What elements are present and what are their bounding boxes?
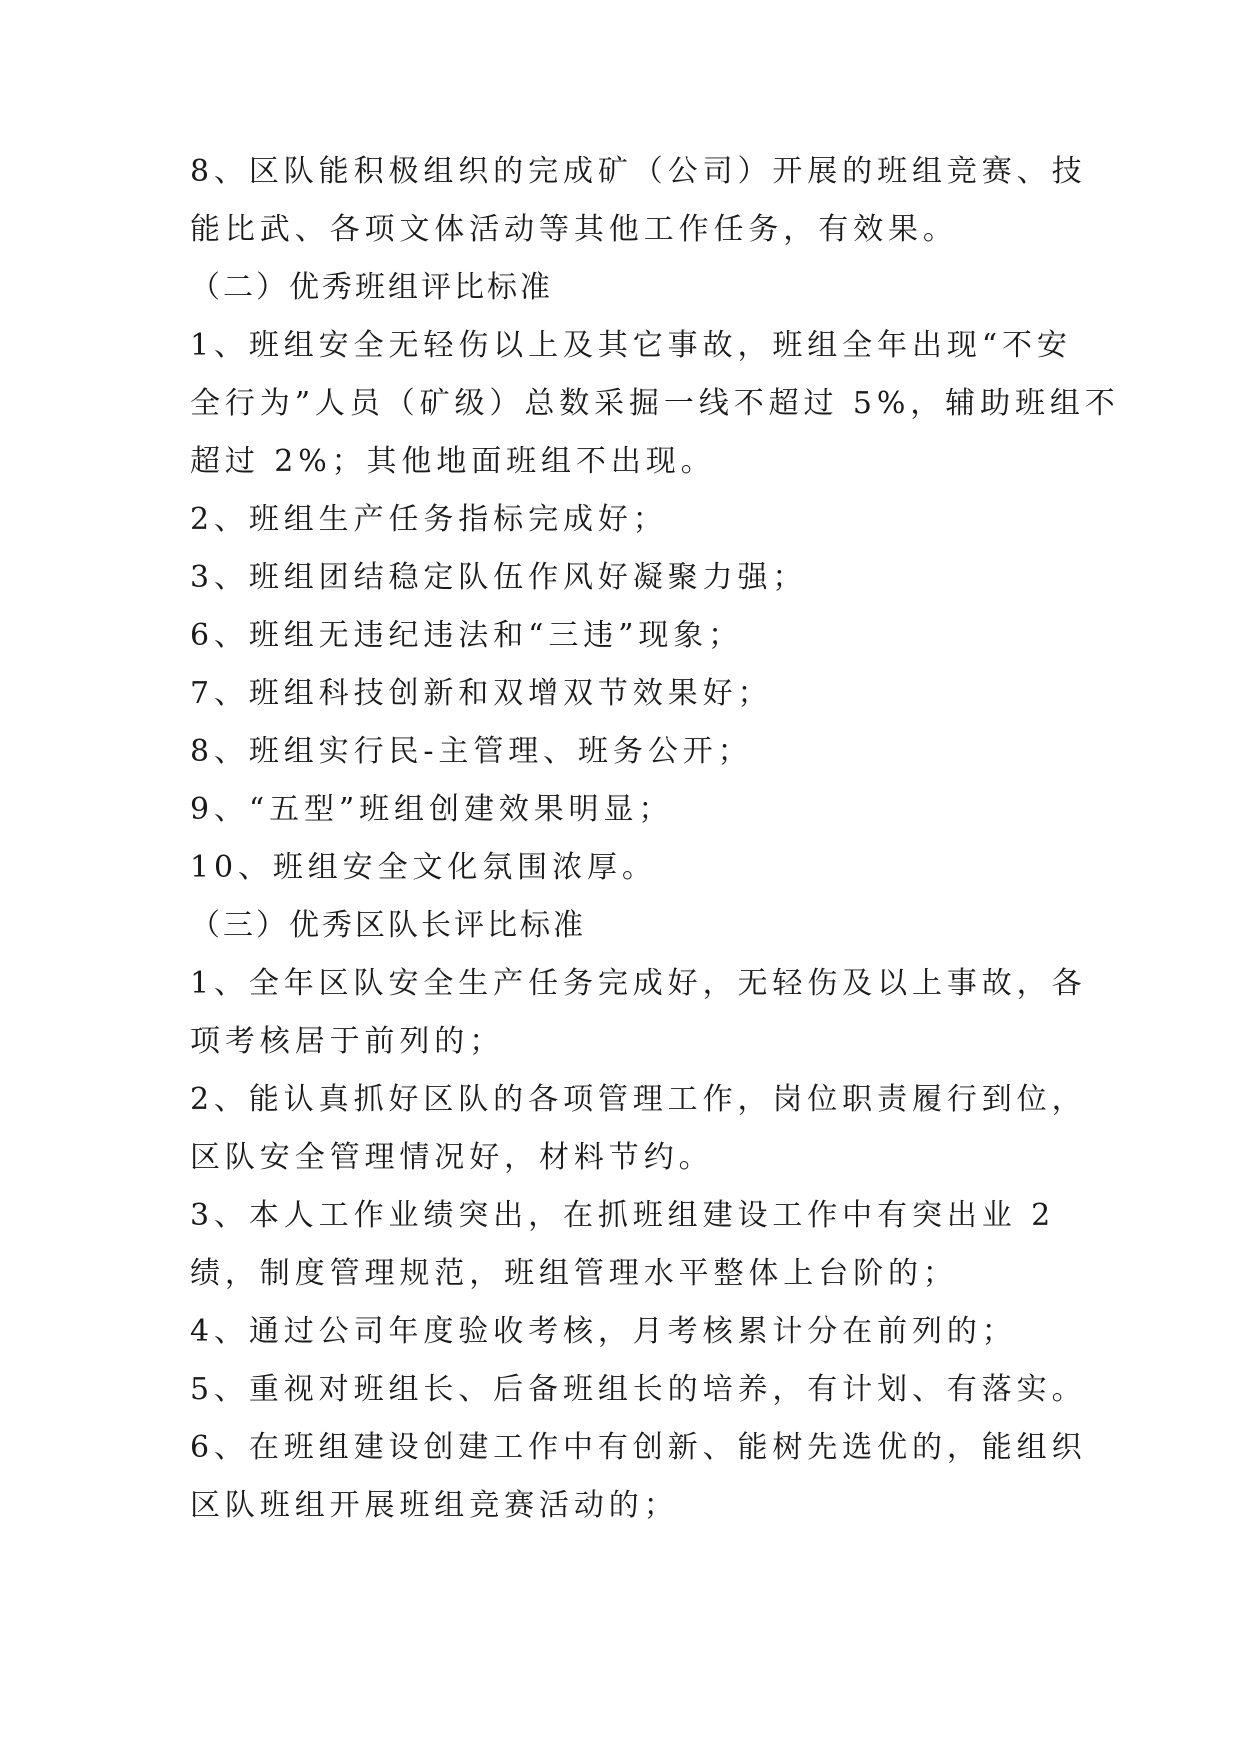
text-line: 3、本人工作业绩突出，在抓班组建设工作中有突出业 2: [190, 1198, 1056, 1233]
text-line: 绩，制度管理规范，班组管理水平整体上台阶的；: [190, 1256, 958, 1291]
text-line: 1、班组安全无轻伤以上及其它事故，班组全年出现“不安: [190, 328, 1072, 363]
text-line: 3、班组团结稳定队伍作风好凝聚力强；: [190, 560, 808, 595]
text-line: 7、班组科技创新和双增双节效果好；: [190, 676, 773, 711]
text-line: 6、班组无违纪违法和“三违”现象；: [190, 618, 744, 653]
text-line: 区队安全管理情况好，材料节约。: [190, 1140, 714, 1175]
text-line: 1、全年区队安全生产任务完成好，无轻伤及以上事故，各: [190, 966, 1087, 1001]
section-heading: （二）优秀班组评比标准: [190, 270, 553, 305]
text-line: 区队班组开展班组竞赛活动的；: [190, 1488, 679, 1523]
text-line: 8、区队能积极组织的完成矿（公司）开展的班组竞赛、技: [190, 154, 1087, 189]
text-line: 8、班组实行民-主管理、班务公开；: [190, 734, 753, 769]
text-line: 2、能认真抓好区队的各项管理工作，岗位职责履行到位，: [190, 1082, 1087, 1117]
text-line: 超过 2%；其他地面班组不出现。: [190, 444, 716, 479]
text-line: 2、班组生产任务指标完成好；: [190, 502, 668, 537]
section-heading: （三）优秀区队长评比标准: [190, 908, 586, 943]
text-line: 6、在班组建设创建工作中有创新、能树先选优的，能组织: [190, 1430, 1087, 1465]
text-line: 9、“五型”班组创建效果明显；: [190, 792, 674, 827]
text-line: 项考核居于前列的；: [190, 1024, 505, 1059]
text-line: 10、班组安全文化氛围浓厚。: [190, 850, 657, 885]
text-line: 4、通过公司年度验收考核，月考核累计分在前列的；: [190, 1314, 1017, 1349]
text-line: 全行为”人员（矿级）总数采掘一线不超过 5%，辅助班组不: [190, 386, 1120, 421]
text-line: 5、重视对班组长、后备班组长的培养，有计划、有落实。: [190, 1372, 1087, 1407]
text-line: 能比武、各项文体活动等其他工作任务，有效果。: [190, 212, 958, 247]
